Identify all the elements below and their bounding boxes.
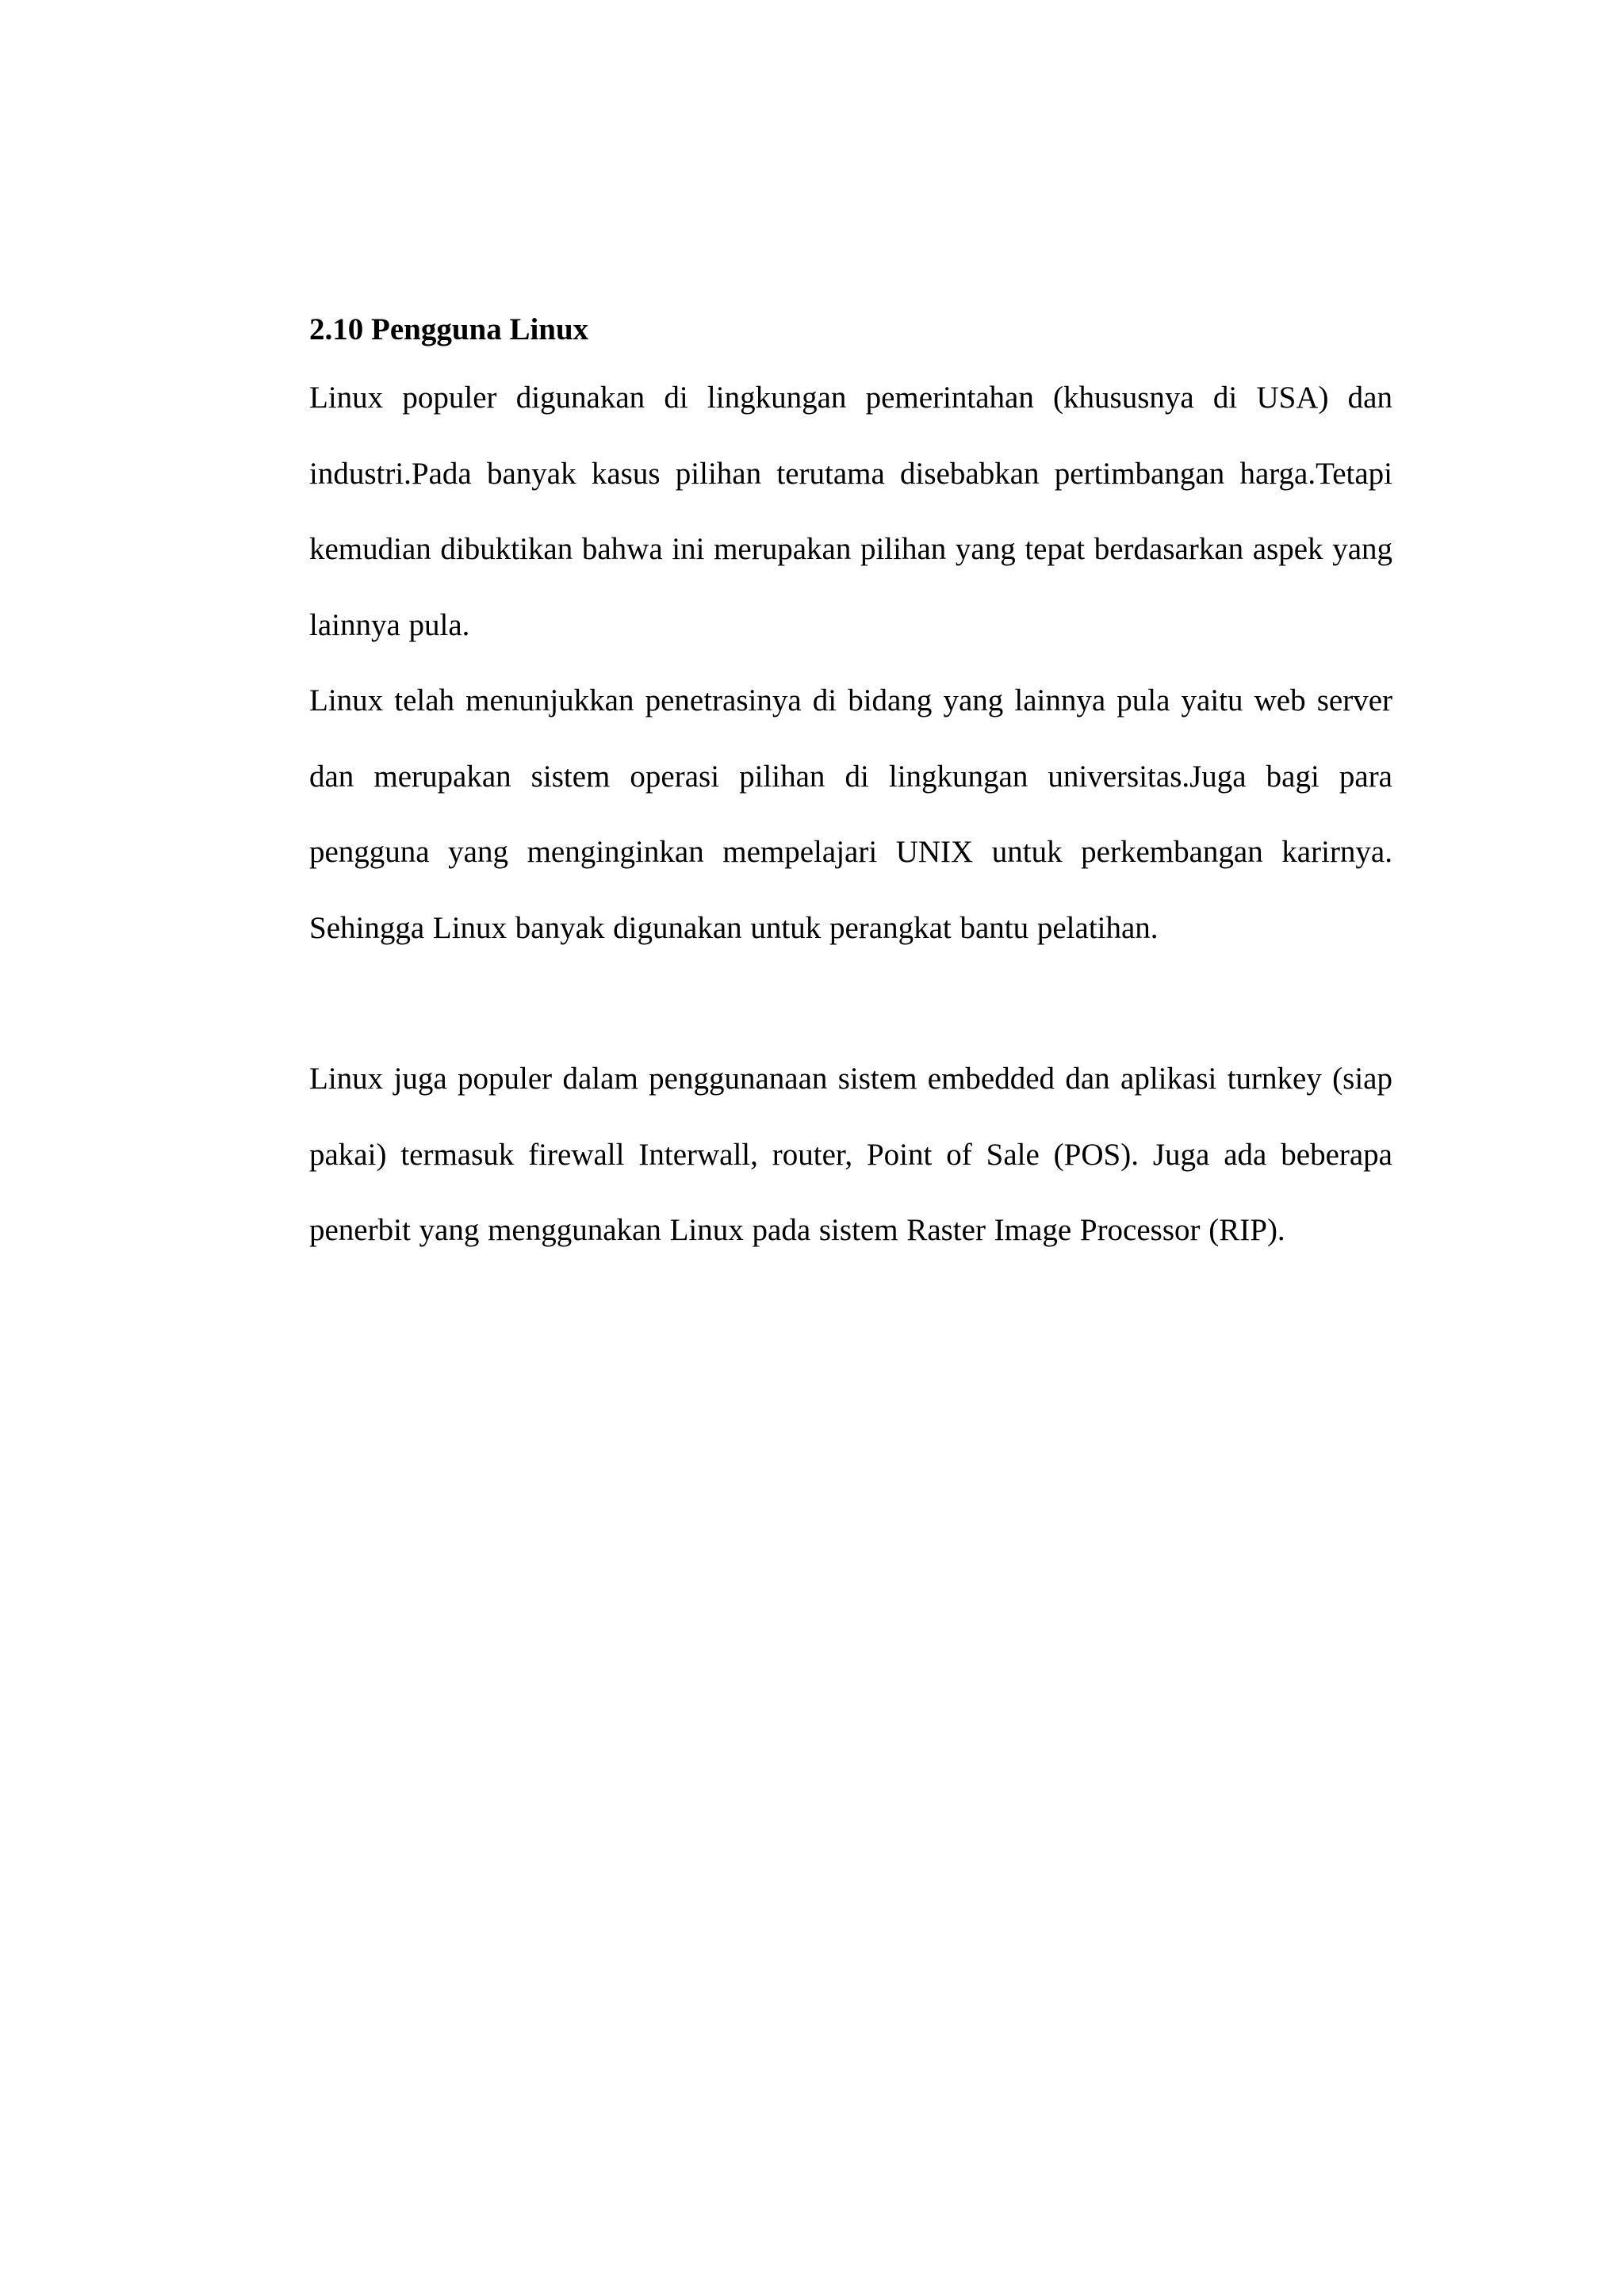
document-body [309,300,1392,1269]
paragraph-2: Linux telah menunjukkan penetrasinya di bidang yang lainnya pula yaitu web server dan merupakan sistem operasi pilihan di lingkungan universitas.Juga bagi para pengguna yang menginginkan mempelajari UNIX untuk perkembangan karirnya. Sehingga Linux banyak digunakan untuk perangkat bantu pelatihan. [309,683,1392,945]
paragraph-1: Linux populer digunakan di lingkungan pemerintahan (khususnya di USA) dan industri.Pada banyak kasus pilihan terutama disebabkan pertimbangan harga.Tetapi kemudian dibuktikan bahwa ini merupakan pilihan yang tepat berdasarkan aspek yang lainnya pula. [309,381,1392,642]
section-heading: 2.10 Pengguna Linux [309,312,589,346]
paragraph-spacer [309,966,1392,1041]
paragraph-3: Linux juga populer dalam penggunanaan sistem embedded dan aplikasi turnkey (siap pakai) termasuk firewall Interwall, router, Point of Sale (POS). Juga ada beberapa penerbit yang menggunakan Linux pada sistem Raster Image Processor (RIP). [309,1062,1392,1247]
